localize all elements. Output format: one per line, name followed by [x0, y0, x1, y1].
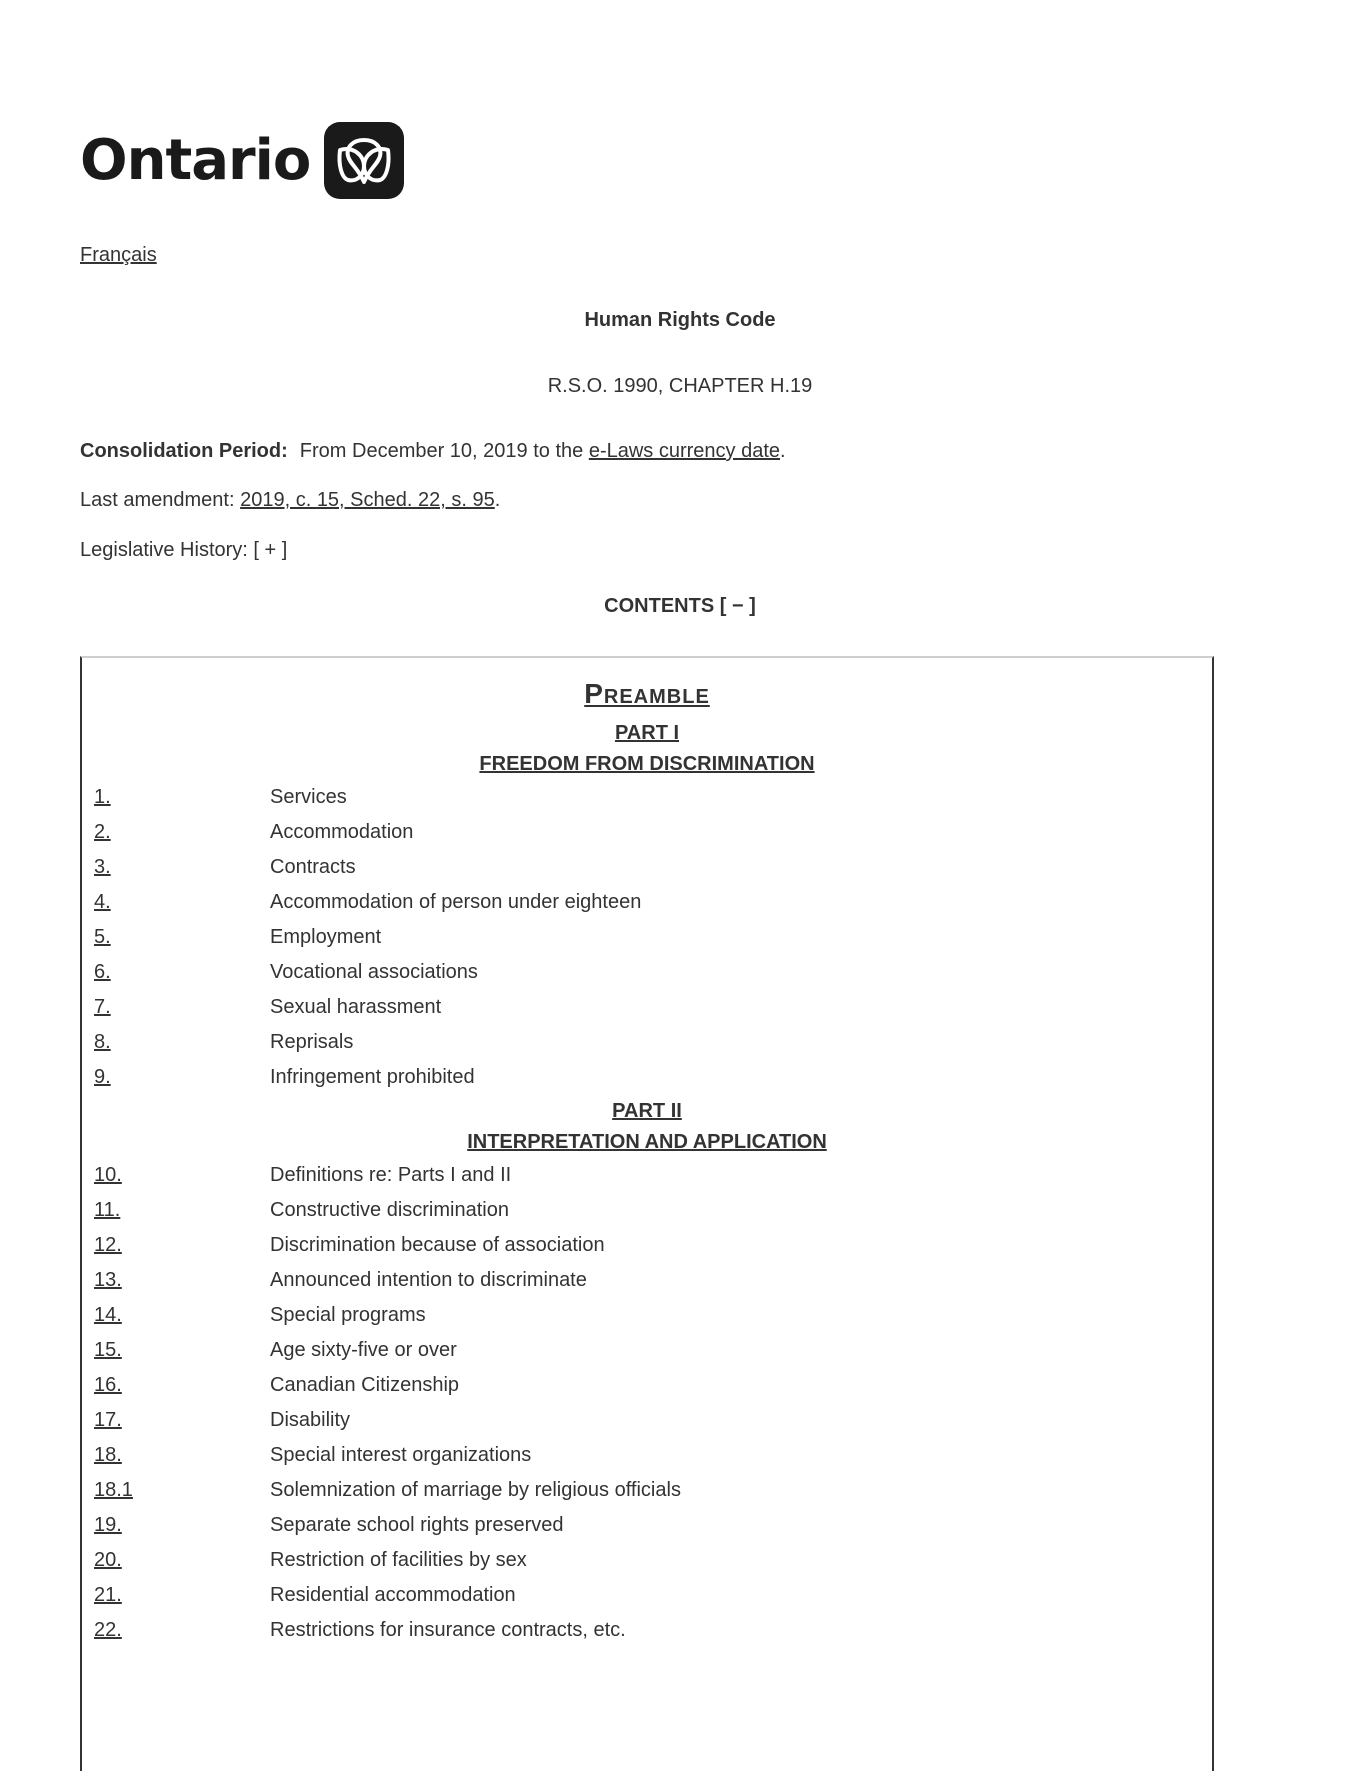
table-of-contents: [80, 656, 1214, 1771]
toc-section-link[interactable]: 6.: [94, 961, 111, 983]
trillium-icon: [324, 122, 404, 199]
page-title: Human Rights Code: [584, 309, 776, 331]
toc-section-title: Age sixty-five or over: [270, 1339, 457, 1361]
toc-section-link[interactable]: 19.: [94, 1514, 122, 1536]
toc-section-link[interactable]: 4.: [94, 891, 111, 913]
contents-toggle[interactable]: CONTENTS [ − ]: [604, 595, 756, 617]
currency-date-link[interactable]: e-Laws currency date: [588, 440, 781, 462]
toc-section-link[interactable]: 20.: [94, 1549, 122, 1571]
toc-part1-label[interactable]: PART I: [614, 722, 680, 744]
toc-section-title: Employment: [270, 926, 382, 948]
toc-part1-title[interactable]: FREEDOM FROM DISCRIMINATION: [479, 753, 815, 775]
toc-section-title: Special programs: [270, 1304, 426, 1326]
toc-section-link[interactable]: 8.: [94, 1031, 111, 1053]
toc-section-link[interactable]: 11.: [94, 1199, 121, 1221]
legislative-history-toggle[interactable]: Legislative History: [ + ]: [80, 539, 288, 561]
toc-section-title: Solemnization of marriage by religious officials: [270, 1479, 681, 1501]
toc-section-link[interactable]: 12.: [94, 1234, 122, 1256]
last-amendment: [80, 489, 500, 512]
toc-section-title: Residential accommodation: [270, 1584, 516, 1606]
consolidation-period: [80, 440, 786, 463]
toc-section-title: Special interest organizations: [270, 1444, 532, 1466]
consolidation-end: .: [780, 440, 786, 462]
consolidation-text: From December 10, 2019 to the: [299, 440, 584, 462]
toc-section-title: Constructive discrimination: [270, 1199, 509, 1221]
chapter-subtitle: R.S.O. 1990, CHAPTER H.19: [547, 375, 813, 397]
toc-section-link[interactable]: 2.: [94, 821, 111, 843]
toc-section-title: Disability: [270, 1409, 351, 1431]
toc-section-title: Accommodation: [270, 821, 414, 843]
toc-section-link[interactable]: 22.: [94, 1619, 122, 1641]
last-amendment-end: .: [494, 489, 501, 511]
consolidation-label: Consolidation Period:: [80, 440, 288, 462]
toc-part2-title[interactable]: INTERPRETATION AND APPLICATION: [467, 1131, 827, 1153]
toc-section-title: Announced intention to discriminate: [270, 1269, 587, 1291]
toc-section-link[interactable]: 17.: [94, 1409, 122, 1431]
ontario-logo: [80, 120, 404, 200]
logo-wordmark: Ontario: [80, 127, 311, 193]
toc-section-title: Definitions re: Parts I and II: [270, 1164, 512, 1186]
toc-section-title: Vocational associations: [270, 961, 478, 983]
toc-section-link[interactable]: 3.: [94, 856, 111, 878]
toc-section-link[interactable]: 1.: [94, 786, 111, 808]
toc-section-link[interactable]: 9.: [94, 1066, 111, 1088]
toc-section-title: Canadian Citizenship: [270, 1374, 460, 1396]
toc-section-title: Separate school rights preserved: [270, 1514, 564, 1536]
toc-section-link[interactable]: 10.: [94, 1164, 122, 1186]
last-amendment-link[interactable]: 2019, c. 15, Sched. 22, s. 95: [240, 489, 495, 511]
toc-section-link[interactable]: 21.: [94, 1584, 122, 1606]
toc-preamble-link[interactable]: Preamble: [584, 678, 710, 709]
toc-part2-label[interactable]: PART II: [612, 1100, 682, 1122]
toc-section-link[interactable]: 7.: [94, 996, 111, 1018]
toc-section-title: Contracts: [270, 856, 356, 878]
toc-section-title: Sexual harassment: [270, 996, 442, 1018]
toc-section-link[interactable]: 18.: [94, 1444, 122, 1466]
toc-section-title: Infringement prohibited: [270, 1066, 475, 1088]
toc-section-title: Reprisals: [270, 1031, 354, 1053]
toc-section-link[interactable]: 18.1: [94, 1479, 133, 1501]
language-link-francais[interactable]: Français: [80, 244, 157, 266]
toc-section-title: Accommodation of person under eighteen: [270, 891, 642, 913]
toc-section-title: Restriction of facilities by sex: [270, 1549, 527, 1571]
toc-section-title: Services: [270, 786, 347, 808]
toc-section-link[interactable]: 13.: [94, 1269, 122, 1291]
toc-section-title: Discrimination because of association: [270, 1234, 605, 1256]
toc-section-link[interactable]: 5.: [94, 926, 111, 948]
toc-section-link[interactable]: 15.: [94, 1339, 122, 1361]
toc-section-title: Restrictions for insurance contracts, etc.: [270, 1619, 626, 1641]
toc-section-link[interactable]: 14.: [94, 1304, 122, 1326]
last-amendment-label: Last amendment:: [80, 489, 235, 511]
toc-section-link[interactable]: 16.: [94, 1374, 122, 1396]
